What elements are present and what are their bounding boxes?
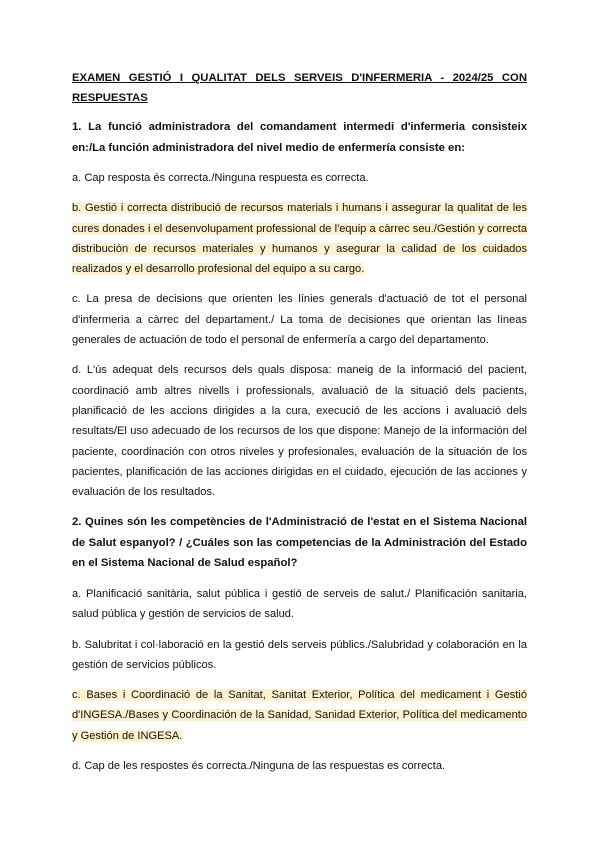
document-page [72,68,527,786]
question-1-answer-d: d. L'ús adequat dels recursos dels quals disposa: maneig de la informació del pacient, coordinació amb altres nivells i professionals, avaluació de la situació dels pacients, planificació de les accions dirigides a la cura, execució de les accions i avaluació dels resultats/El uso adecuado de los recursos de los que dispone: Manejo de la información del paciente, coordinación con otros niveles y profesionales, evaluación de la situación de los pacientes, planificación de las acciones dirigidas en el cuidado, ejecución de las acciones y evaluación de los resultados. [72,364,527,499]
question-2-text: 2. Quines són les competències de l'Administració de l'estat en el Sistema Nacional de Salut espanyol? / ¿Cuáles son las competencias de la Administración del Estado en el Sistema Nacional de Salud español? [72,516,527,570]
question-1-answer-c: c. La presa de decisions que orienten les línies generals d'actuació de tot el personal d'infermeria a càrrec del departament./ La toma de decisiones que orientan las líneas generales de actuación de todo el personal de enfermería a cargo del departamento. [72,293,527,347]
question-2-answer-b: b. Salubritat i col·laboració en la gestió dels serveis públics./Salubridad y colaboración en la gestión de servicios públicos. [72,638,527,671]
document-title: EXAMEN GESTIÓ I QUALITAT DELS SERVEIS D'INFERMERIA - 2024/25 CON RESPUESTAS [72,72,527,104]
question-block-2 [72,512,527,776]
question-block-1 [72,117,527,502]
correct-answer-highlight: c. Bases i Coordinació de la Sanitat, Sanitat Exterior, Política del medicament i Gestió d'INGESA./Bases y Coordinación de la Sanidad, Sanidad Exterior, Política del medicamento y Gestión de INGESA. [72,689,527,742]
question-1-answer-a: a. Cap resposta és correcta./Ninguna respuesta es correcta. [72,172,369,184]
question-1-text: 1. La funció administradora del comandament intermedi d'infermeria consisteix en:/La función administradora del nivel medio de enfermería consiste en: [72,121,527,154]
question-2-answer-a: a. Planificació sanitària, salut pública i gestió de serveis de salut./ Planificación sanitaria, salud pública y gestión de servicios de salud. [72,587,527,621]
question-2-answer-d: d. Cap de les respostes és correcta./Ninguna de las respuestas es correcta. [72,760,446,773]
question-1-answer-b-correct [72,198,527,279]
correct-answer-highlight: b. Gestió i correcta distribució de recursos materials i humans i assegurar la qualitat de les cures donades i el desenvolupament professional de l'equip a càrrec seu./Gestión y correcta distribución de recursos materiales y humanos y asegurar la calidad de los cuidados realizados y el desarrollo profesional del equipo a su cargo. [72,202,527,276]
question-2-answer-c-correct [72,685,527,746]
